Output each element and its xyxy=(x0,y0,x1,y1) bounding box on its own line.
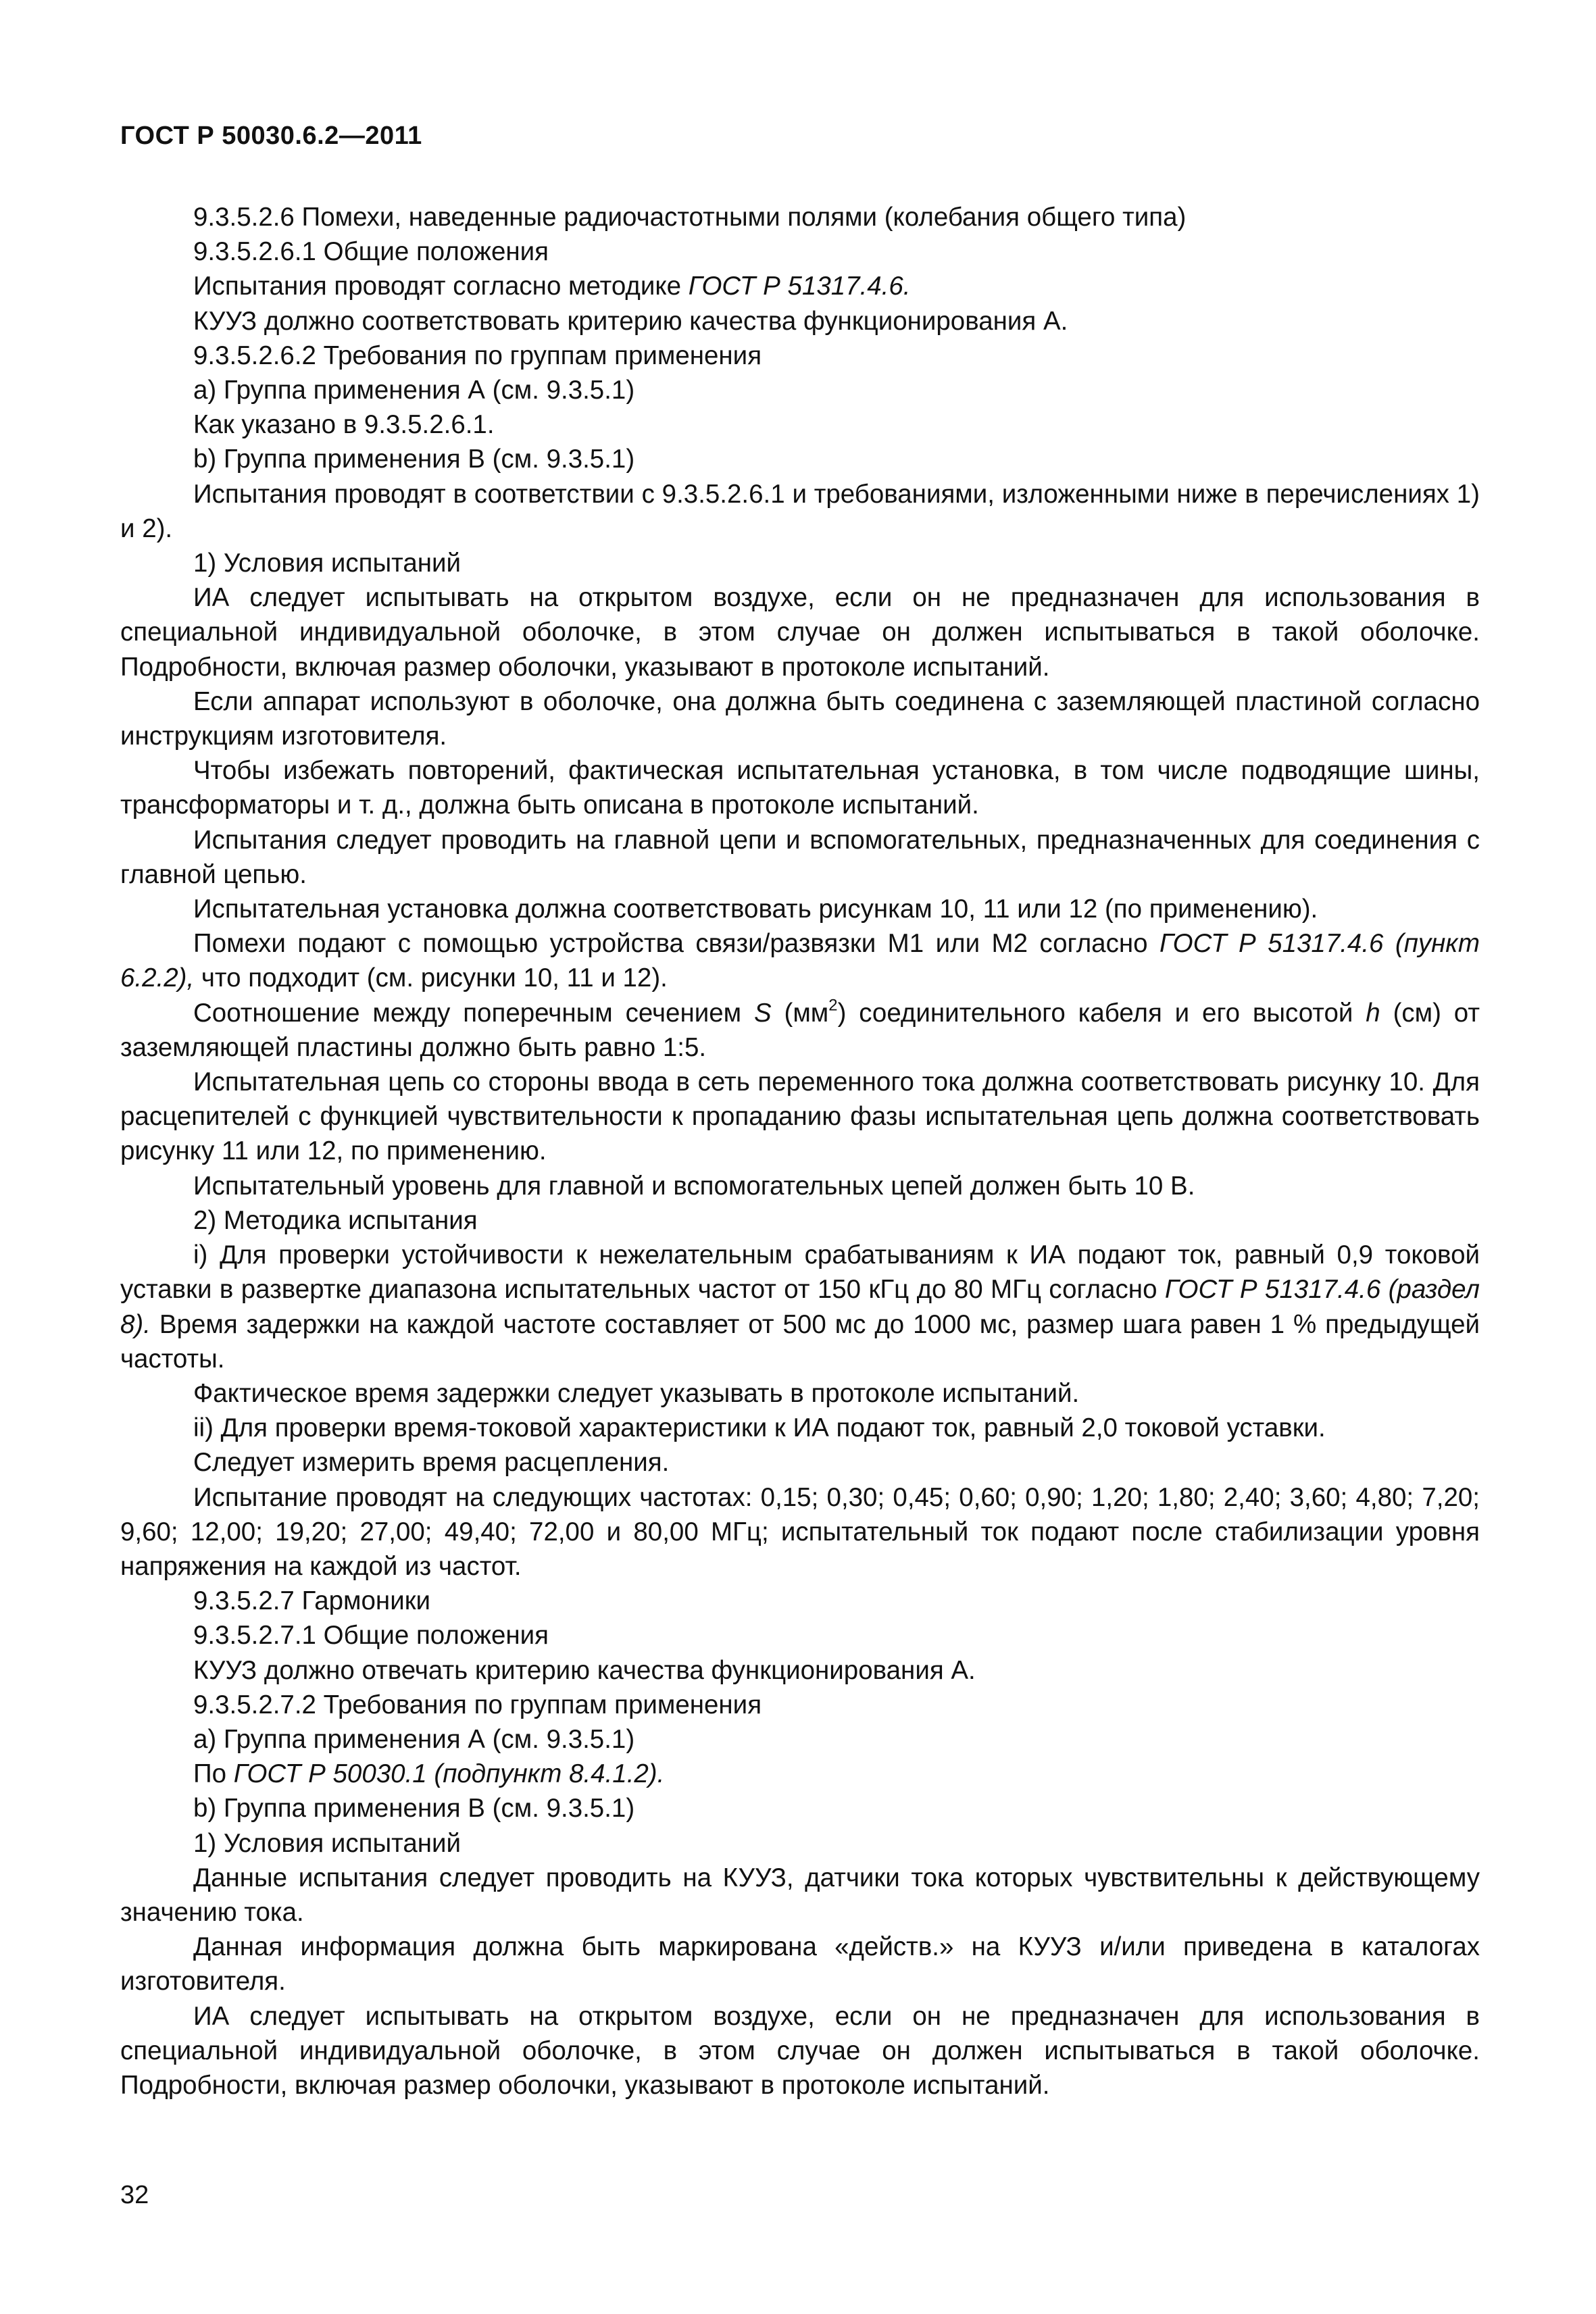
paragraph: Как указано в 9.3.5.2.6.1. xyxy=(193,410,495,440)
page-number: 32 xyxy=(120,2181,149,2209)
paragraph: b) Группа применения В (см. 9.3.5.1) xyxy=(193,1794,635,1823)
document-header: ГОСТ Р 50030.6.2—2011 xyxy=(120,122,422,150)
paragraph: Испытательная цепь со стороны ввода в сеть переменного тока должна соответствовать рисунку 10. Для расцепителей с функцией чувствительности к пропаданию фазы испытательная цепь должна соответствовать рисунку 11 или 12, по применению. xyxy=(120,1067,1480,1166)
paragraph: а) Группа применения А (см. 9.3.5.1) xyxy=(193,1724,635,1754)
paragraph: ii) Для проверки время-токовой характеристики к ИА подают ток, равный 2,0 токовой уставки. xyxy=(193,1413,1326,1443)
paragraph: 9.3.5.2.6.1 Общие положения xyxy=(193,237,549,267)
paragraph: i) Для проверки устойчивости к нежелательным срабатываниям к ИА подают ток, равный 0,9 токовой уставки в развертке диапазона испытательных частот от 150 кГц до 80 МГц согласно ГОСТ Р 51317.4.6 (раздел 8). Время задержки на каждой частоте составляет от 500 мс до 1000 мс, размер шага равен 1 % предыдущей частоты. xyxy=(120,1240,1480,1374)
paragraph: Испытания проводят в соответствии с 9.3.5.2.6.1 и требованиями, изложенными ниже в перечислениях 1) и 2). xyxy=(120,479,1480,543)
paragraph: Соотношение между поперечным сечением S $(мм^2)$ соединительного кабеля и его высотой h (см) от заземляющей пластины должно быть равно 1:5. xyxy=(120,995,1480,1062)
paragraph: КУУЗ должно отвечать критерию качества функционирования А. xyxy=(193,1655,976,1685)
paragraph: Следует измерить время расцепления. xyxy=(193,1448,670,1478)
paragraph: Фактическое время задержки следует указывать в протоколе испытаний. xyxy=(193,1378,1080,1408)
paragraph: а) Группа применения А (см. 9.3.5.1) xyxy=(193,376,635,405)
paragraph: 9.3.5.2.7.1 Общие положения xyxy=(193,1621,549,1651)
paragraph: 9.3.5.2.6 Помехи, наведенные радиочастотными полями (колебания общего типа) xyxy=(193,203,1187,232)
paragraph: Если аппарат используют в оболочке, она должна быть соединена с заземляющей пластиной согласно инструкциям изготовителя. xyxy=(120,686,1480,751)
paragraph: Испытания проводят согласно методике ГОСТ Р 51317.4.6. xyxy=(193,272,911,301)
paragraph: Испытания следует проводить на главной цепи и вспомогательных, предназначенных для соединения с главной цепью. xyxy=(120,825,1480,889)
paragraph: Помехи подают с помощью устройства связи/развязки М1 или М2 согласно ГОСТ Р 51317.4.6 (пункт 6.2.2), что подходит (см. рисунки 10, 11 и 12). xyxy=(120,929,1480,993)
paragraph: Испытательная установка должна соответствовать рисункам 10, 11 или 12 (по применению). xyxy=(193,895,1318,924)
paragraph: 9.3.5.2.6.2 Требования по группам применения xyxy=(193,341,762,370)
paragraph: ИА следует испытывать на открытом воздухе, если он не предназначен для использования в специальной индивидуальной оболочке, в этом случае он должен испытываться в такой оболочке. Подробности, включая размер оболочки, указывают в протоколе испытаний. xyxy=(120,2001,1480,2100)
paragraph: 1) Условия испытаний xyxy=(193,1828,462,1858)
paragraph: КУУЗ должно соответствовать критерию качества функционирования А. xyxy=(193,306,1068,336)
paragraph: 1) Условия испытаний xyxy=(193,549,462,578)
paragraph: 9.3.5.2.7.2 Требования по группам применения xyxy=(193,1690,762,1719)
paragraph: Данные испытания следует проводить на КУУЗ, датчики тока которых чувствительны к действующему значению тока. xyxy=(120,1863,1480,1927)
paragraph: 2) Методика испытания xyxy=(193,1205,478,1235)
paragraph: Данная информация должна быть маркирована «действ.» на КУУЗ и/или приведена в каталогах изготовителя. xyxy=(120,1932,1480,1996)
paragraph: b) Группа применения В (см. 9.3.5.1) xyxy=(193,445,635,474)
paragraph: 9.3.5.2.7 Гармоники xyxy=(193,1586,431,1616)
paragraph: Испытательный уровень для главной и вспомогательных цепей должен быть 10 В. xyxy=(193,1171,1195,1201)
paragraph: Испытание проводят на следующих частотах: 0,15; 0,30; 0,45; 0,60; 0,90; 1,20; 1,80; 2,40; 3,60; 4,80; 7,20; 9,60; 12,00; 19,20; 27,00; 49,40; 72,00 и 80,00 МГц; испытательный ток подают после стабилизации уровня напряжения на каждой из частот. xyxy=(120,1482,1480,1581)
paragraph: ИА следует испытывать на открытом воздухе, если он не предназначен для использования в специальной индивидуальной оболочке, в этом случае он должен испытываться в такой оболочке. Подробности, включая размер оболочки, указывают в протоколе испытаний. xyxy=(120,583,1480,682)
paragraph: По ГОСТ Р 50030.1 (подпункт 8.4.1.2). xyxy=(193,1759,665,1789)
document-body xyxy=(120,200,1480,2103)
paragraph: Чтобы избежать повторений, фактическая испытательная установка, в том числе подводящие шины, трансформаторы и т. д., должна быть описана в протоколе испытаний. xyxy=(120,756,1480,820)
